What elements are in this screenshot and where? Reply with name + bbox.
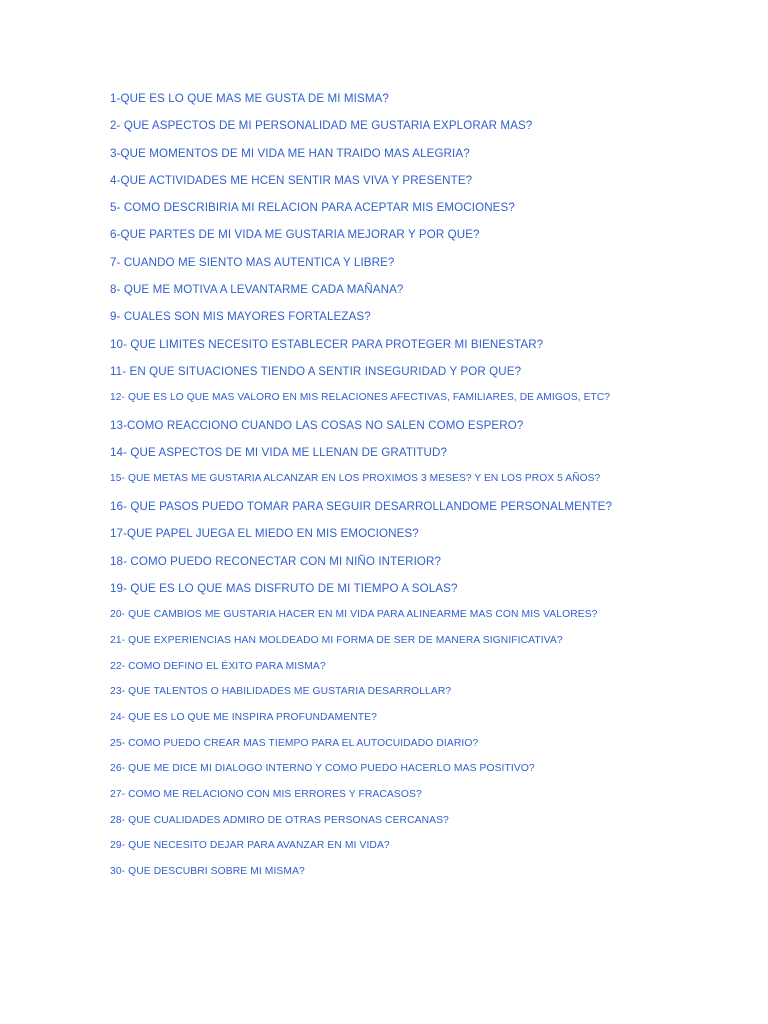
question-item-16: 16- QUE PASOS PUEDO TOMAR PARA SEGUIR DESARROLLANDOME PERSONALMENTE?	[110, 500, 613, 514]
question-item-26: 26- QUE ME DICE MI DIALOGO INTERNO Y COMO PUEDO HACERLO MAS POSITIVO?	[110, 763, 535, 775]
question-item-18: 18- COMO PUEDO RECONECTAR CON MI NIÑO INTERIOR?	[110, 554, 442, 568]
question-item-6: 6-QUE PARTES DE MI VIDA ME GUSTARIA MEJORAR Y POR QUE?	[110, 228, 480, 242]
question-item-30: 30- QUE DESCUBRI SOBRE MI MISMA?	[110, 866, 305, 878]
question-item-4: 4-QUE ACTIVIDADES ME HCEN SENTIR MAS VIVA Y PRESENTE?	[110, 173, 473, 187]
question-item-14: 14- QUE ASPECTOS DE MI VIDA ME LLENAN DE GRATITUD?	[110, 446, 448, 460]
question-item-29: 29- QUE NECESITO DEJAR PARA AVANZAR EN MI VIDA?	[110, 840, 390, 852]
question-item-7: 7- CUANDO ME SIENTO MAS AUTENTICA Y LIBRE?	[110, 255, 395, 269]
question-item-15: 15- QUE METAS ME GUSTARIA ALCANZAR EN LOS PROXIMOS 3 MESES? Y EN LOS PROX 5 AÑOS?	[110, 473, 601, 485]
question-item-8: 8- QUE ME MOTIVA A LEVANTARME CADA MAÑANA?	[110, 283, 404, 297]
question-item-25: 25- COMO PUEDO CREAR MAS TIEMPO PARA EL AUTOCUIDADO DIARIO?	[110, 737, 479, 749]
question-item-11: 11- EN QUE SITUACIONES TIENDO A SENTIR INSEGURIDAD Y POR QUE?	[110, 364, 522, 378]
question-item-27: 27- COMO ME RELACIONO CON MIS ERRORES Y FRACASOS?	[110, 789, 422, 801]
question-item-19: 19- QUE ES LO QUE MAS DISFRUTO DE MI TIEMPO A SOLAS?	[110, 581, 458, 595]
question-item-12: 12- QUE ES LO QUE MAS VALORO EN MIS RELACIONES AFECTIVAS, FAMILIARES, DE AMIGOS, ETC?	[110, 392, 611, 404]
question-item-10: 10- QUE LIMITES NECESITO ESTABLECER PARA PROTEGER MI BIENESTAR?	[110, 337, 544, 351]
question-item-17: 17-QUE PAPEL JUEGA EL MIEDO EN MIS EMOCIONES?	[110, 527, 419, 541]
question-item-20: 20- QUE CAMBIOS ME GUSTARIA HACER EN MI VIDA PARA ALINEARME MAS CON MIS VALORES?	[110, 609, 598, 621]
question-item-3: 3-QUE MOMENTOS DE MI VIDA ME HAN TRAIDO MAS ALEGRIA?	[110, 146, 470, 160]
question-item-22: 22- COMO DEFINO EL ÉXITO PARA MISMA?	[110, 660, 326, 672]
question-list	[110, 85, 710, 885]
question-item-13: 13-COMO REACCIONO CUANDO LAS COSAS NO SALEN COMO ESPERO?	[110, 418, 524, 432]
question-item-1: 1-QUE ES LO QUE MAS ME GUSTA DE MI MISMA?	[110, 92, 389, 105]
question-item-9: 9- CUALES SON MIS MAYORES FORTALEZAS?	[110, 310, 371, 324]
question-item-5: 5- COMO DESCRIBIRIA MI RELACION PARA ACEPTAR MIS EMOCIONES?	[110, 201, 515, 215]
question-item-24: 24- QUE ES LO QUE ME INSPIRA PROFUNDAMENTE?	[110, 711, 377, 723]
question-item-2: 2- QUE ASPECTOS DE MI PERSONALIDAD ME GUSTARIA EXPLORAR MAS?	[110, 119, 533, 133]
question-item-23: 23- QUE TALENTOS O HABILIDADES ME GUSTARIA DESARROLLAR?	[110, 686, 452, 698]
question-item-21: 21- QUE EXPERIENCIAS HAN MOLDEADO MI FORMA DE SER DE MANERA SIGNIFICATIVA?	[110, 634, 563, 646]
question-item-28: 28- QUE CUALIDADES ADMIRO DE OTRAS PERSONAS CERCANAS?	[110, 814, 449, 826]
